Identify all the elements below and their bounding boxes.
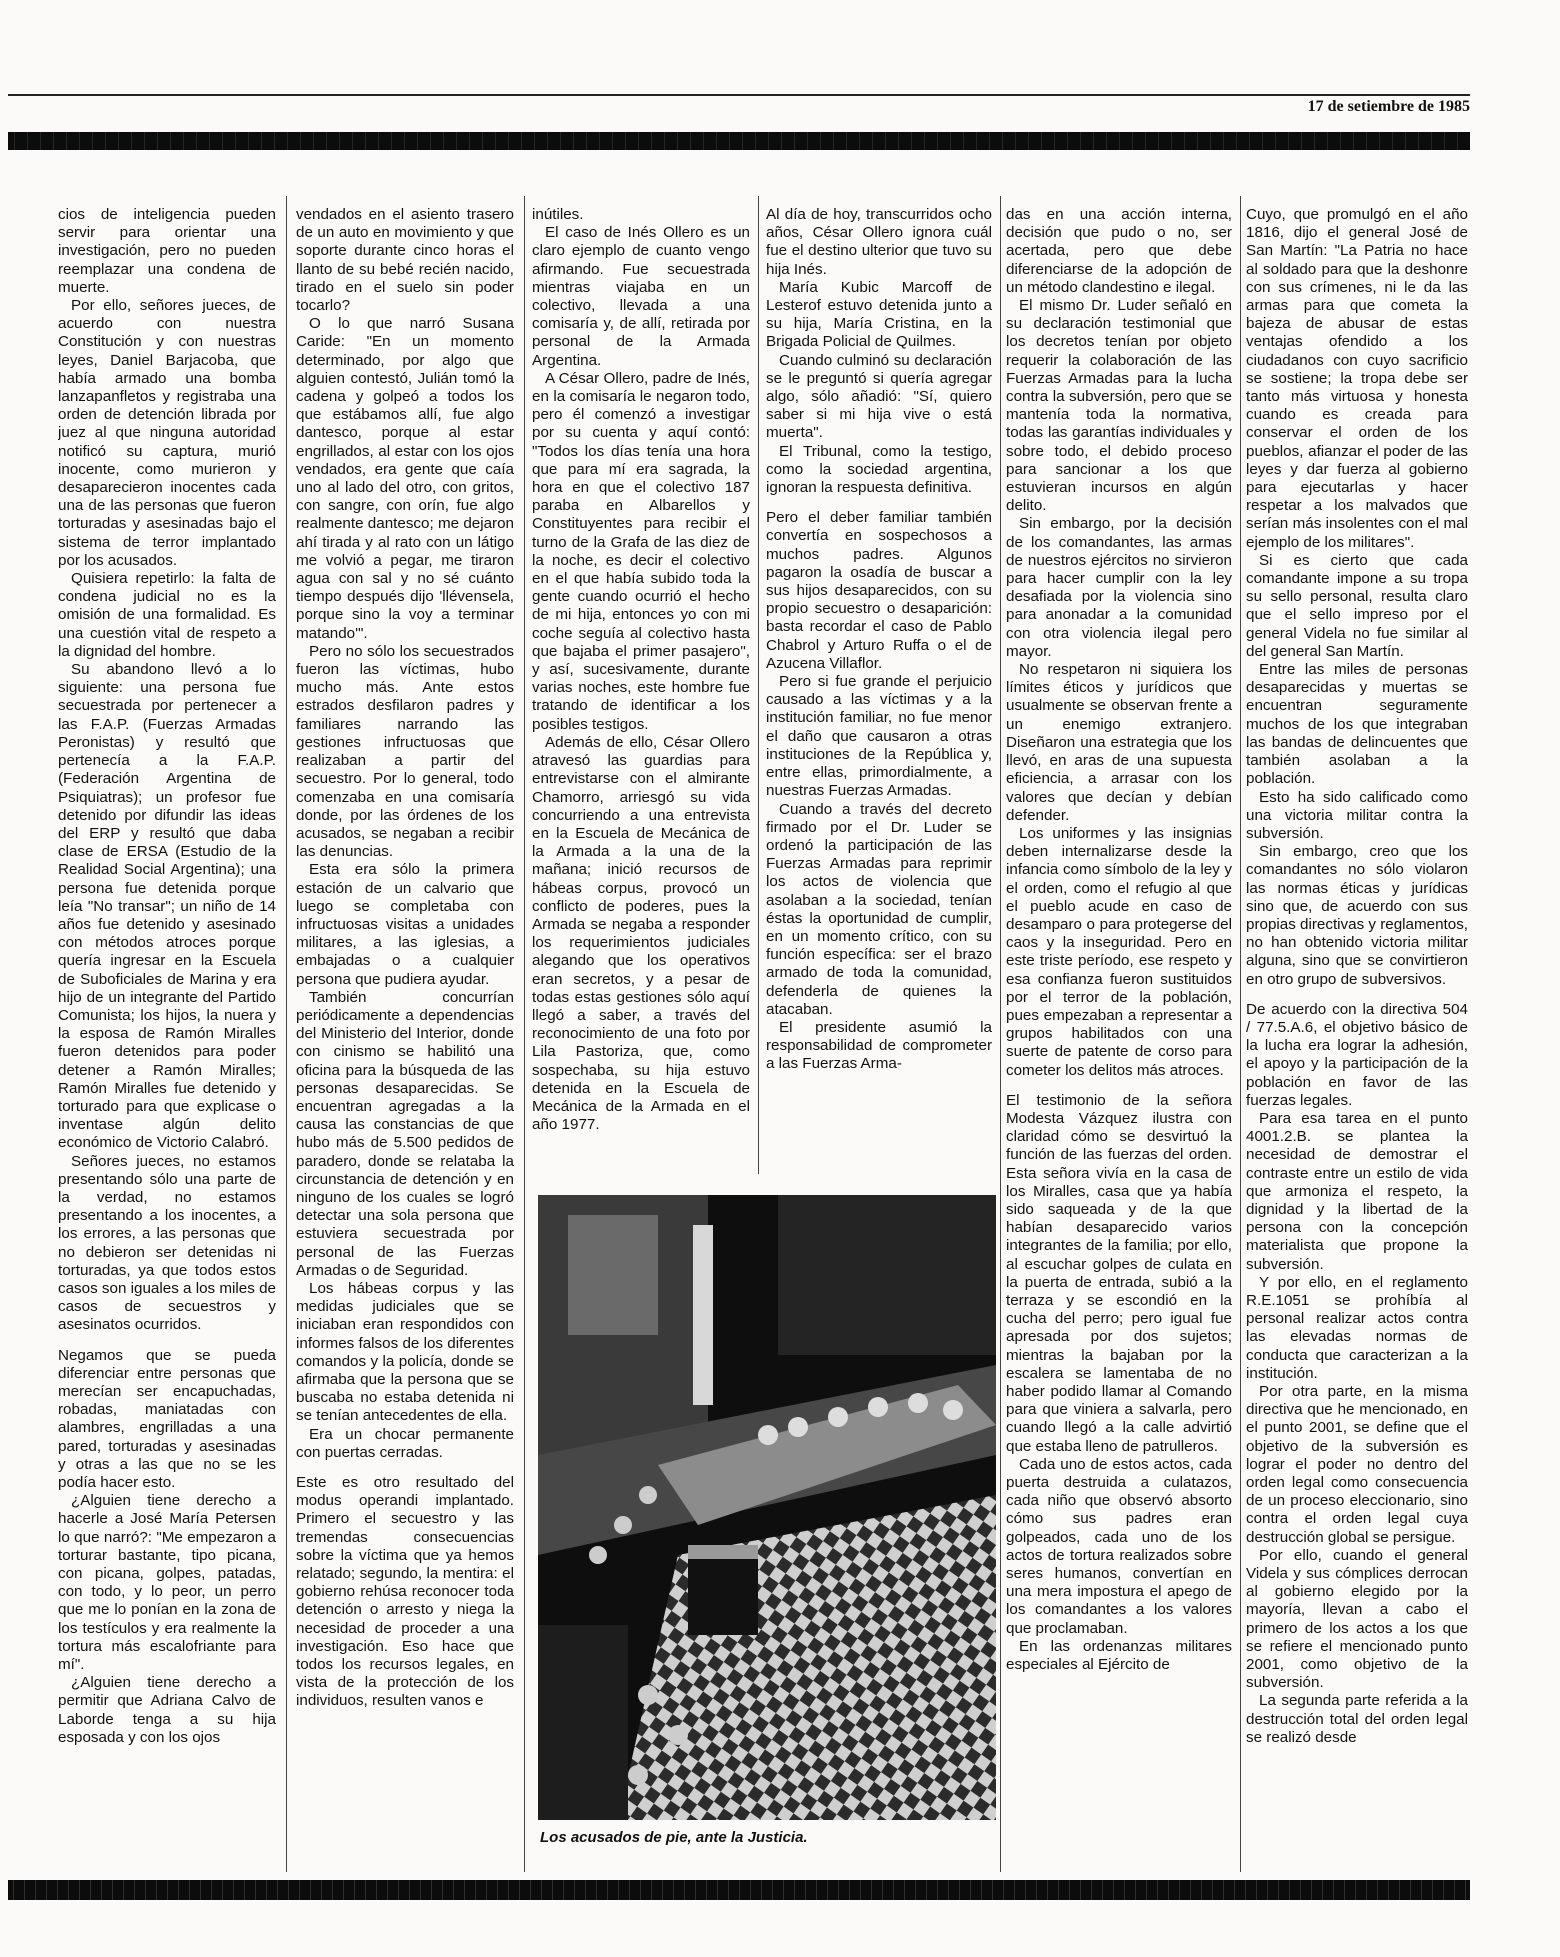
- paragraph: El mismo Dr. Luder señaló en su declaración testimonial que los decretos tenían por objeto requerir la colaboración de las Fuerzas Armadas para la lucha contra la subversión, pero que se mantenía toda la normativa, todas las garantías individuales y sobre todo, el debido proceso para sancionar a los que estuvieran incursos en algún delito.: [1006, 297, 1232, 515]
- paragraph: das en una acción interna, decisión que pudo o no, ser acertada, pero que debe diferenciarse de la adopción de un método clandestino e ilegal.: [1006, 206, 1232, 296]
- paragraph: Por otra parte, en la misma directiva que he mencionado, en el punto 2001, se define que el objetivo de la subversión es lograr el poder no dentro del orden legal como consecuencia de un proceso eleccionario, sino contra el orden legal cuya destrucción global se persigue.: [1246, 1383, 1468, 1546]
- column-5: [1006, 206, 1232, 1882]
- column-1: [58, 206, 276, 1882]
- paragraph: Sin embargo, creo que los comandantes no sólo violaron las normas éticas y jurídicas sino que, de acuerdo con sus propias directivas y reglamentos, no han obtenido victoria militar alguna, sino que se convirtieron en otro grupo de subversivos.: [1246, 843, 1468, 988]
- courtroom-photo: [538, 1195, 996, 1820]
- paragraph-section-start: Negamos que se pueda diferenciar entre personas que merecían ser encapuchadas, robadas, maniatadas con alambres, engrilladas a una pared, torturadas y asesinadas y otras a las que no se les podía hacer esto.: [58, 1346, 276, 1492]
- paragraph: Esto ha sido calificado como una victoria militar contra la subversión.: [1246, 788, 1468, 842]
- paragraph: ¿Alguien tiene derecho a permitir que Adriana Calvo de Laborde tenga a su hija esposada y con los ojos: [58, 1674, 276, 1746]
- paragraph: Entre las miles de personas desaparecidas y muertas se encuentran seguramente muchos de los que integraban las bandas de delincuentes que también asolaban a la población.: [1246, 661, 1468, 788]
- paragraph: Y por ello, en el reglamento R.E.1051 se prohíbía al personal realizar actos contra las elevadas normas de conducta que caracterizan a la institución.: [1246, 1273, 1468, 1382]
- paragraph: cios de inteligencia pueden servir para orientar una investigación, pero no pueden reemplazar una condena de muerte.: [58, 206, 276, 296]
- paragraph: Cuyo, que promulgó en el año 1816, dijo el general José de San Martín: "La Patria no hace al soldado para que la deshonre con sus crímenes, ni le da las armas para que cometa la bajeza de abusar de estas ventajas ofendido a los ciudadanos con cuyo sacrificio se sostiene; la tropa debe ser tanto más virtuosa y honesta cuando es creada para conservar el orden de los pueblos, afianzar el poder de las leyes y dar fuerza al gobierno para ejecutarlas y hacer respetar a los malvados que serían más insolentes con el mal ejemplo de los militares".: [1246, 206, 1468, 551]
- paragraph: Cada uno de estos actos, cada puerta destruida a culatazos, cada niño que observó absorto cómo sus padres eran golpeados, cada uno de los actos de tortura realizados sobre seres humanos, convertían en una mera impostura el apego de los comandantes a los valores que proclamaban.: [1006, 1455, 1232, 1637]
- paragraph: María Kubic Marcoff de Lesterof estuvo detenida junto a su hija, María Cristina, en la Brigada Policial de Quilmes.: [766, 278, 992, 351]
- paragraph-section-start: El testimonio de la señora Modesta Vázquez ilustra con claridad cómo se desvirtuó la función de las fuerzas del orden. Esta señora vivía en la casa de los Miralles, casa que ya había sido saqueada y de la que habían desaparecido varios integrantes de la familia; por ello, al escuchar golpes de culata en la puerta de entrada, subió a la terraza y se escondió en la cucha del perro; pero igual fue apresada por dos sujetos; mientras la bajaban por la escalera se lamentaba de no haber podido llamar al Comando para que viniera a salvarla, pero cuando llegó a la calle advirtió que estaba lleno de patrulleros.: [1006, 1091, 1232, 1455]
- column-separator: [1000, 196, 1001, 1872]
- header-bar: [8, 132, 1470, 150]
- paragraph: A César Ollero, padre de Inés, en la comisaría le negaron todo, pero él comenzó a investigar por su cuenta y aquí contó: "Todos los días tenía una hora que para mí era sagrada, la hora en que el colectivo 187 paraba en Albarellos y Constituyentes para recibir el turno de la Grafa de las diez de la noche, es decir el colectivo en el que había subido toda la gente cuando ocurrió el hecho de mi hija, entonces yo con mi coche seguía al colectivo hasta que bajaba el primer pasajero", y así, sucesivamente, durante varias noches, este hombre fue tratando de identificar a los posibles testigos.: [532, 369, 750, 733]
- paragraph: La segunda parte referida a la destrucción total del orden legal se realizó desde: [1246, 1692, 1468, 1746]
- paragraph: Por ello, cuando el general Videla y sus cómplices derrocan al gobierno elegido por la mayoría, llevan a cabo el primero de los actos a los que se refiere el mencionado punto 2001, como objetivo de la subversión.: [1246, 1546, 1468, 1692]
- paragraph: Cuando a través del decreto firmado por el Dr. Luder se ordenó la participación de las Fuerzas Armadas para reprimir los actos de violencia que asolaban a la sociedad, tenían éstas la oportunidad de cumplir, en un momento crítico, con su función específica: ser el brazo armado de toda la comunidad, defenderla de quienes la atacaban.: [766, 800, 992, 1018]
- paragraph: Por ello, señores jueces, de acuerdo con nuestra Constitución y con nuestras leyes, Daniel Barjacoba, que había armado una bomba lanzapanfletos y registraba una orden de detención librada por juez al que ninguna autoridad notificó su captura, murió inocente, como murieron y desaparecieron inocentes cada una de las personas que fueron torturadas y asesinadas bajo el sistema de terror implantado por los acusados.: [58, 297, 276, 569]
- column-separator: [1240, 196, 1241, 1872]
- paragraph: Los hábeas corpus y las medidas judiciales que se iniciaban eran respondidos con informes falsos de los diferentes comandos y la policía, donde se afirmaba que la persona que se buscaba no estaba detenida ni se tenían antecedentes de ella.: [296, 1279, 514, 1425]
- column-6: [1246, 206, 1468, 1882]
- paragraph: Señores jueces, no estamos presentando sólo una parte de la verdad, no estamos presentando a los inocentes, a los errores, a las personas que no debieron ser detenidas ni torturadas, ya que todos estos casos son iguales a los miles de casos de secuestros y asesinatos ocurridos.: [58, 1152, 276, 1334]
- paragraph: En las ordenanzas militares especiales al Ejército de: [1006, 1637, 1232, 1674]
- paragraph: Al día de hoy, transcurridos ocho años, César Ollero ignora cuál fue el destino ulterior que tuvo su hija Inés.: [766, 206, 992, 278]
- paragraph: Quisiera repetirlo: la falta de condena judicial no es la omisión de una formalidad. Es una cuestión vital de respeto a la dignidad del hombre.: [58, 570, 276, 660]
- courtroom-illustration: [538, 1195, 996, 1820]
- page-date: 17 de setiembre de 1985: [1307, 98, 1470, 115]
- paragraph: Pero si fue grande el perjuicio causado a las víctimas y a la institución familiar, no fue menor el daño que causaron a otras instituciones de la República y, entre ellas, primordialmente, a nuestras Fuerzas Armadas.: [766, 673, 992, 800]
- paragraph: No respetaron ni siquiera los límites éticos y jurídicos que usualmente se observan frente a un enemigo extranjero. Diseñaron una estrategia que los llevó, en aras de una supuesta eficiencia, a arrasar con los valores que decían y debían defender.: [1006, 661, 1232, 824]
- column-separator: [286, 196, 287, 1872]
- paragraph: Cuando culminó su declaración se le preguntó si quería agregar algo, sólo añadió: "Sí, quiero saber si mi hija vive o está muerta".: [766, 351, 992, 442]
- paragraph: O lo que narró Susana Caride: "En un momento determinado, por algo que alguien contestó, Julián tomó la cadena y golpeó a todos los que estábamos allí, fue algo dantesco, porque al estar engrillados, al estar con los ojos vendados, era gente que caía uno al lado del otro, con gritos, con sangre, con orín, fue algo realmente dantesco; me dejaron ahí tirada y al rato con un látigo me volvió a pegar, me tiraron agua con sal y no sé cuánto tiempo después dijo 'llévensela, porque sino la voy a terminar matando'".: [296, 315, 514, 642]
- column-separator: [758, 196, 759, 1174]
- column-3: [532, 206, 750, 1182]
- paragraph-section-start: Este es otro resultado del modus operandi implantado. Primero el secuestro y las tremendas consecuencias sobre la víctima que ya hemos relatado; segundo, la mentira: el gobierno rehúsa reconocer toda detención o arresto y niega la necesidad de proceder a una investigación. Eso hace que todos los recursos legales, en vista de la protección de los individuos, resulten vanos e: [296, 1474, 514, 1710]
- paragraph: También concurrían periódicamente a dependencias del Ministerio del Interior, donde con cinismo se habilitó una oficina para la búsqueda de las personas desaparecidas. Se encuentran agregadas a la causa las constancias de que hubo más de 5.500 pedidos de paradero, donde se relataba la circunstancia de detención y en ninguno de los cuales se logró detectar una sola persona que estuviera secuestrada por personal de las Fuerzas Armadas o de Seguridad.: [296, 988, 514, 1279]
- top-rule: [8, 94, 1470, 96]
- column-separator: [524, 196, 525, 1872]
- paragraph: Pero no sólo los secuestrados fueron las víctimas, hubo mucho más. Ante estos estrados desfilaron padres y familiares narrando las gestiones infructuosas que realizaban a partir del secuestro. Por lo general, todo comenzaba en una comisaría donde, por las órdenes de los acusados, se negaban a recibir las denuncias.: [296, 642, 514, 861]
- column-2: [296, 206, 514, 1882]
- paragraph: Esta era sólo la primera estación de un calvario que luego se completaba con infructuosas visitas a unidades militares, a las iglesias, a embajadas o a cualquier persona que pudiera ayudar.: [296, 861, 514, 988]
- paragraph: El presidente asumió la responsabilidad de comprometer a las Fuerzas Arma-: [766, 1018, 992, 1073]
- footer-bar: [8, 1880, 1470, 1900]
- paragraph-section-start: De acuerdo con la directiva 504 / 77.5.A.6, el objetivo básico de la lucha era lograr la adhesión, el apoyo y la participación de la población en favor de las fuerzas legales.: [1246, 1000, 1468, 1109]
- photo-caption: Los acusados de pie, ante la Justicia.: [540, 1829, 808, 1846]
- paragraph: vendados en el asiento trasero de un auto en movimiento y que soporte durante cinco horas el llanto de su bebé recién nacido, tirado en el suelo sin poder tocarlo?: [296, 206, 514, 315]
- paragraph: Además de ello, César Ollero atravesó las guardias para entrevistarse con el almirante Chamorro, arriesgó su vida concurriendo a una entrevista en la Escuela de Mecánica de la Armada a la una de la mañana; inició recursos de hábeas corpus, provocó un conflicto de poderes, pues la Armada se negaba a responder los requerimientos judiciales alegando que los operativos eran secretos, y a pesar de todas estas gestiones sólo aquí llegó a saber, a través del reconocimiento de una foto por Lila Pastoriza, que, como sospechaba, su hija estuvo detenida en la Escuela de Mecánica de la Armada en el año 1977.: [532, 733, 750, 1134]
- column-4: [766, 206, 992, 1182]
- paragraph: ¿Alguien tiene derecho a hacerle a José María Petersen lo que narró?: "Me empezaron a torturar bastante, tipo picana, con picana, golpes, patadas, con todo, y lo peor, un perro que me lo ponían en la zona de los testículos y era realmente la tortura más escalofriante para mí".: [58, 1492, 276, 1674]
- paragraph: inútiles.: [532, 206, 584, 223]
- paragraph: Si es cierto que cada comandante impone a su tropa su sello personal, resulta claro que el sello impreso por el general Videla no fue similar al del general San Martín.: [1246, 551, 1468, 660]
- paragraph: Sin embargo, por la decisión de los comandantes, las armas de nuestros ejércitos no sirvieron para hacer cumplir con la ley desafiada por la violencia sino para anonadar a la comunidad con otra violencia ilegal pero mayor.: [1006, 515, 1232, 660]
- paragraph: Para esa tarea en el punto 4001.2.B. se plantea la necesidad de demostrar el contraste entre un estilo de vida que armoniza el respeto, la dignidad y la libertad de la persona con la concepción materialista que propone la subversión.: [1246, 1109, 1468, 1273]
- paragraph: El caso de Inés Ollero es un claro ejemplo de cuanto vengo afirmando. Fue secuestrada mientras viajaba en un colectivo, llevada a una comisaría y, de allí, retirada por personal de la Armada Argentina.: [532, 224, 750, 369]
- paragraph: El Tribunal, como la testigo, como la sociedad argentina, ignoran la respuesta definitiva.: [766, 442, 992, 497]
- paragraph: Era un chocar permanente con puertas cerradas.: [296, 1425, 514, 1461]
- paragraph: Su abandono llevó a lo siguiente: una persona fue secuestrada por pertenecer a las F.A.P. (Fuerzas Armadas Peronistas) y resultó que pertenecía a la F.A.P. (Federación Argentina de Psiquiatras); un profesor fue detenido por difundir las ideas del ERP y resultó que daba clase de ERSA (Estudio de la Realidad Social Argentina); una persona fue detenida porque leía "No transar"; un niño de 14 años fue detenido y asesinado con métodos atroces porque quería ingresar en la Escuela de Suboficiales de Marina y era hijo de un integrante del Partido Comunista; los hijos, la nuera y la esposa de Ramón Miralles fueron detenidos para poder detener a Ramón Miralles; Ramón Miralles fue detenido y torturado para que explicase o inventase algún delito económico de Victorio Calabró.: [58, 661, 276, 1152]
- paragraph-section-start: Pero el deber familiar también convertía en sospechosos a muchos padres. Algunos pagaron la osadía de buscar a sus hijos desaparecidos, con su propio secuestro o desaparición: basta recordar el caso de Pablo Chabrol y Arturo Ruffa o el de Azucena Villaflor.: [766, 509, 992, 672]
- paragraph: Los uniformes y las insignias deben internalizarse desde la infancia como símbolo de la ley y el orden, como el refugio al que el pueblo acude en caso de desamparo o para protegerse del caos y la inseguridad. Pero en este triste período, ese respeto y esa confianza fueron sustituidos por el terror de la población, pues empezaban a representar a grupos habilitados con una suerte de patente de corso para cometer los delitos más atroces.: [1006, 824, 1232, 1079]
